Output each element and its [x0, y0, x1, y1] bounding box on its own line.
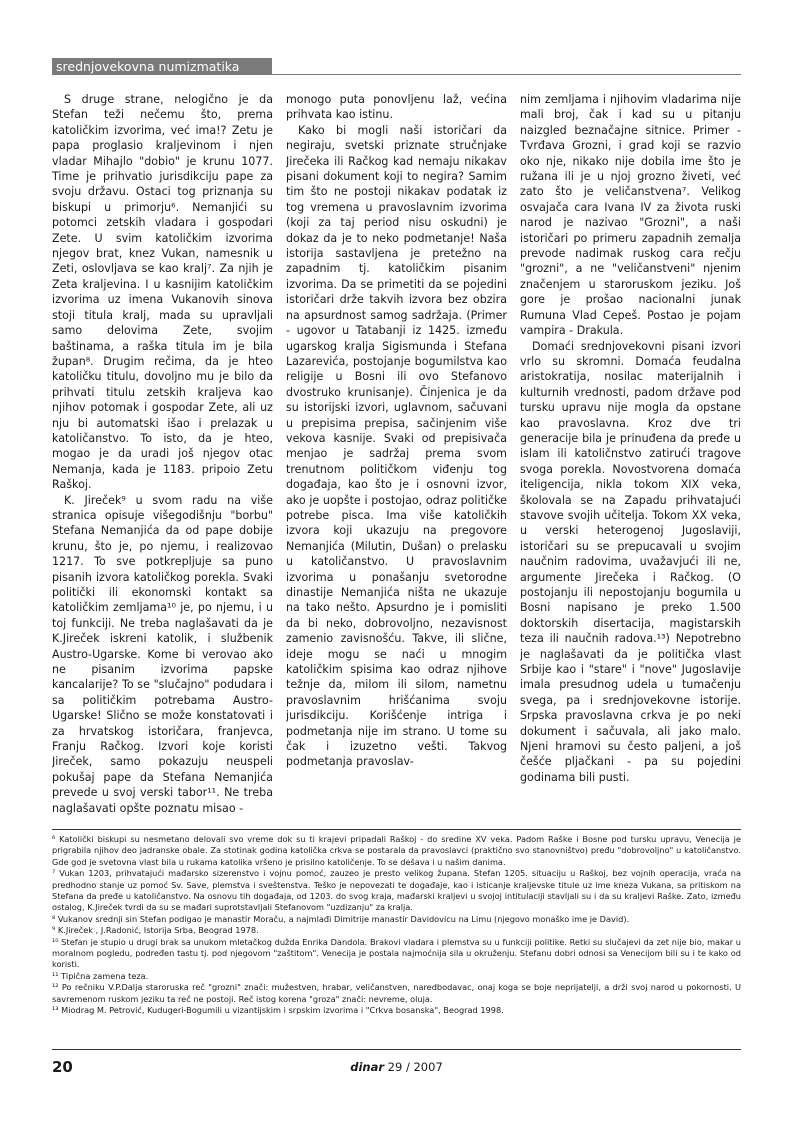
footnote: ¹⁰ Stefan je stupio u drugi brak sa unukom mletačkog dužda Enrika Dandola. Brakovi vladara i plemstva su u funkciji politike. Retki su slučajevi da zet nije bio, makar u moralnom pogledu, podređen tastu tj. pod njegovom "zaštitom". Venecija je postala najmoćnija sila u okruženju. Stefanu dobri odnosi sa Venecijom bili su i te kako od koristi. [52, 936, 741, 970]
footnote: ⁸ Vukanov srednji sin Stefan podigao je manastir Moraču, a najmlađi Dimitrije manastir Davidovicu na Limu (njegovo monaško ime je David). [52, 913, 630, 924]
footer-rule [52, 1049, 741, 1050]
footnote: ⁷ Vukan 1203, prihvatajući mađarsko sizerenstvo i vojnu pomoć, zauzeo je presto velikog župana. Stefan 1205. situaciju u Raškoj, bez vojnih operacija, vraća na predhodno stanje uz pomoć Sv. Save, plemstva i sveštenstva. Teško je nepovezati te događaje, kao i isticanje kraljevske titule uz ime kneza Vukana, sa pritiskom na Stefana da pređe u katoličanstvo. Na osnovu tih događaja, od 1203. do svog kraja, mađarski kraljevi u svojoj intitulaciji stavljali su i da su kraljevi Raške. Zato, između ostalog, K.Jireček tvrdi da su se mađari suprotstavljali Stefanovom "uzdizanju" za kralja. [52, 868, 741, 913]
paragraph: Kako bi mogli naši istoričari da negiraju, svetski priznate stručnjake Jirečeka ili Račkog kad nemaju nikakav pisani dokument koji to negira? Samim tim što ne postoji nikakav podatak iz tog vremena u pravoslavnim izvorima (koji za taj period nisu oskudni) je dokaz da je to neko podmetanje! Naša istorija sastavljena je pretežno na zapadnim tj. katoličkim pisanim izvorima. Da se primetiti da se pojedini istoričari drže takvih izvora bez obzira na apsurdnost samog sadržaja. (Primer - ugovor u Tatabanji iz 1425. između ugarskog kralja Sigismunda i Stefana Lazarevića, postojanje bogumilstva kao religije u Bosni ili ovo Stefanovo dvostruko krunisanje). Činjenica je da su istorijski izvori, uglavnom, sačuvani u prepisima prepisa, sačinjenim više vekova kasnije. Svaki od prepisivača menjao je sadržaj prema svom trenutnom političkom viđenju tog događaja, kao što je i osnovni izvor, ako je uopšte i postojao, odraz političke potrebe pisca. Ima više katoličkih izvora koji ukazuju na pregovore Nemanjića (Milutin, Dušan) o prelasku u katoličanstvo. U pravoslavnim izvorima u ponašanju svetorodne dinastije Nemanjića ništa ne ukazuje na tako nešto. Apsurdno je i pomisliti da bi neko, dobrovoljno, nezavisnost zamenio zavisnošću. Takve, ili slične, ideje mogu se naći u mnogim katoličkim spisima kao odraz njihove težnje da, milom ili silom, nametnu pravoslavnim hrišćanima svoju jurisdikciju. Korišćenje intriga i podmetanja nije im strano. U tome su čak i izuzetno vešti. Takvog podmetanja pravoslav- [286, 123, 507, 769]
column-3 [520, 92, 741, 822]
issue-line [0, 1060, 793, 1074]
footnotes [52, 834, 741, 1032]
article-body [52, 92, 741, 822]
paragraph: K. Jireček⁹ u svom radu na više stranica opisuje višegodišnju "borbu" Stefana Nemanjića da od pape dobije krunu, što je, po njemu, i realizovao 1217. To sve potkrepljuje sa puno pisanih izvora katoličkog porekla. Svaki politički ili ekonomski kontakt sa katoličkim zemljama¹⁰ je, po njemu, i u toj funkciji. Ne treba naglašavati da je K.Jireček iskreni katolik, i službenik Austro-Ugarske. Kome bi verovao ako ne pisanim izvorima papske kancalarije? To se "slučajno" podudara i sa političkim potrebama Austro-Ugarske! Slično se može konstatovati i za hrvatskog istoričara, franjevca, Franju Račkog. Izvori koje koristi Jireček, samo pokazuju neuspeli pokušaj pape da Stefana Nemanjića prevede u svoj verski tabor¹¹. Ne treba naglašavati opšte poznatu misao - [52, 493, 273, 815]
footnote: ⁹ K.Jireček , J.Radonić, Istorija Srba, Beograd 1978. [52, 925, 259, 936]
footnote: ¹² Po rečniku V.P.Dalja staroruska reč "grozni" znači: mužestven, hrabar, veličanstven, naredbodavac, onaj koga se boje neprijatelji, a drži svoj narod u pokornosti. U savremenom ruskom jeziku ta reč ne postoji. Reč istog korena "groza" znači: nevreme, oluja. [52, 982, 741, 1004]
issue-number: 29 / 2007 [387, 1060, 443, 1074]
footnote-rule [52, 829, 741, 830]
page-number: 20 [52, 1058, 73, 1076]
magazine-name: dinar [350, 1060, 385, 1074]
column-1 [52, 92, 273, 822]
paragraph: S druge strane, nelogično je da Stefan teži nečemu što, prema katoličkim izvorima, već ima!? Zetu je papa proglasio kraljevinom i njen vladar Mihajlo "dobio" je krunu 1077. Time je prihvatio jurisdikciju pape za svoju državu. Ostaci tog priznanja su biskupi u primorju⁶. Nemanjići su potomci zetskih vladara i gospodari Zete. U svim katoličkim izvorima njegov brat, knez Vukan, namesnik u Zeti, oslovljava se kao kralj⁷. Za njih je Zeta kraljevina. I u kasnijim katoličkim izvorima uz imena Vukanovih sinova stoji titula kralj, mada su upravljali samo delovima Zete, svojim baštinama, a raška titula im je bila župan⁸. Drugim rečima, da je hteo katoličku titulu, dovoljno mu je bilo da prihvati titulu zetskih kraljeva kao njihov potomak i gospodar Zete, ali uz nju bi automatski išao i prelazak u katoličanstvo. To isto, da je hteo, mogao je da uradi još njegov otac Nemanja, kada je 1183. pripoio Zetu Raškoj. [52, 93, 273, 492]
column-2 [286, 92, 507, 822]
footnote: ¹³ Miodrag M. Petrović, Kudugeri-Bogumili u vizantijskim i srpskim izvorima i "Crkva bosanska", Beograd 1998. [52, 1005, 504, 1016]
footnote: ¹¹ Tipična zamena teza. [52, 970, 149, 981]
footnote: ⁶ Katolički biskupi su nesmetano delovali svo vreme dok su ti krajevi pripadali Raškoj - do sredine XV veka. Padom Raške i Bosne pod tursku upravu, Venecija je prigrabila njihov deo jadranske obale. Za stotinak godina katolička crkva se postarala da pravoslavci (praktično svo stanovništvo) pređu "dobrovoljno" u katoličanstvo. Gde god je svetovna vlast bila u rukama katolika vršeno je prisilno katoličenje. To se dešava i u našim danima. [52, 834, 741, 867]
section-header: srednjovekovna numizmatika [52, 58, 272, 75]
paragraph: nim zemljama i njihovim vladarima nije mali broj, čak i kad su u pitanju naizgled beznačajne sitnice. Primer - Tvrđava Grozni, i grad koji se razvio oko nje, nikako nije dobila ime što je ružana ili je u njoj grozno živeti, već zato što je veličanstvena⁷. Velikog osvajača cara Ivana IV za života ruski narod je nazivao "Grozni", a naši istoričari po primeru zapadnih zemalja prevode nadimak ruskog cara rečju "grozni", a ne "veličanstveni" njenim značenjem u staroruskom jeziku. Još gore je prošao nacionalni junak Rumuna Vlad Cepeš. Postao je pojam vampira - Drakula. [520, 93, 741, 338]
paragraph: Domaći srednjovekovni pisani izvori vrlo su skromni. Domaća feudalna aristokratija, nosilac materijalnih i kulturnih vrednosti, padom države pod tursku upravu nije mogla da opstane kao pravoslavna. Kroz dve tri generacije bila je prinuđena da pređe u islam ili katoličnstvo zatirući tragove svoga porekla. Novostvorena domaća iteligencija, nikla tokom XIX veka, školovala se na Zapadu prihvatajući stavove svojih učitelja. Tokom XX veka, u verski heterogenoj Jugoslaviji, istoričari su se prepucavali u svojim naučnim radovima, uvažavjući ili ne, argumente Jirečeka i Račkog. (O postojanju ili nepostojanju bogumila u Bosni napisano je preko 1.500 doktorskih disertacija, magistarskih teza ili naučnih radova.¹³) Nepotrebno je naglašavati da je politička vlast Srbije kao i "stare" i "nove" Jugoslavije imala presudnog udela u tumačenju svega, pa i srednjovekovne istorije. Srpska pravoslavna crkva je po neki dokument i sačuvala, ali jako malo. Njeni hramovi su često paljeni, a još češće pljačkani - pa su pojedini godinama bili pusti. [520, 339, 741, 784]
header-rule [272, 74, 741, 75]
paragraph: monogo puta ponovljenu laž, većina prihvata kao istinu. [286, 93, 507, 122]
